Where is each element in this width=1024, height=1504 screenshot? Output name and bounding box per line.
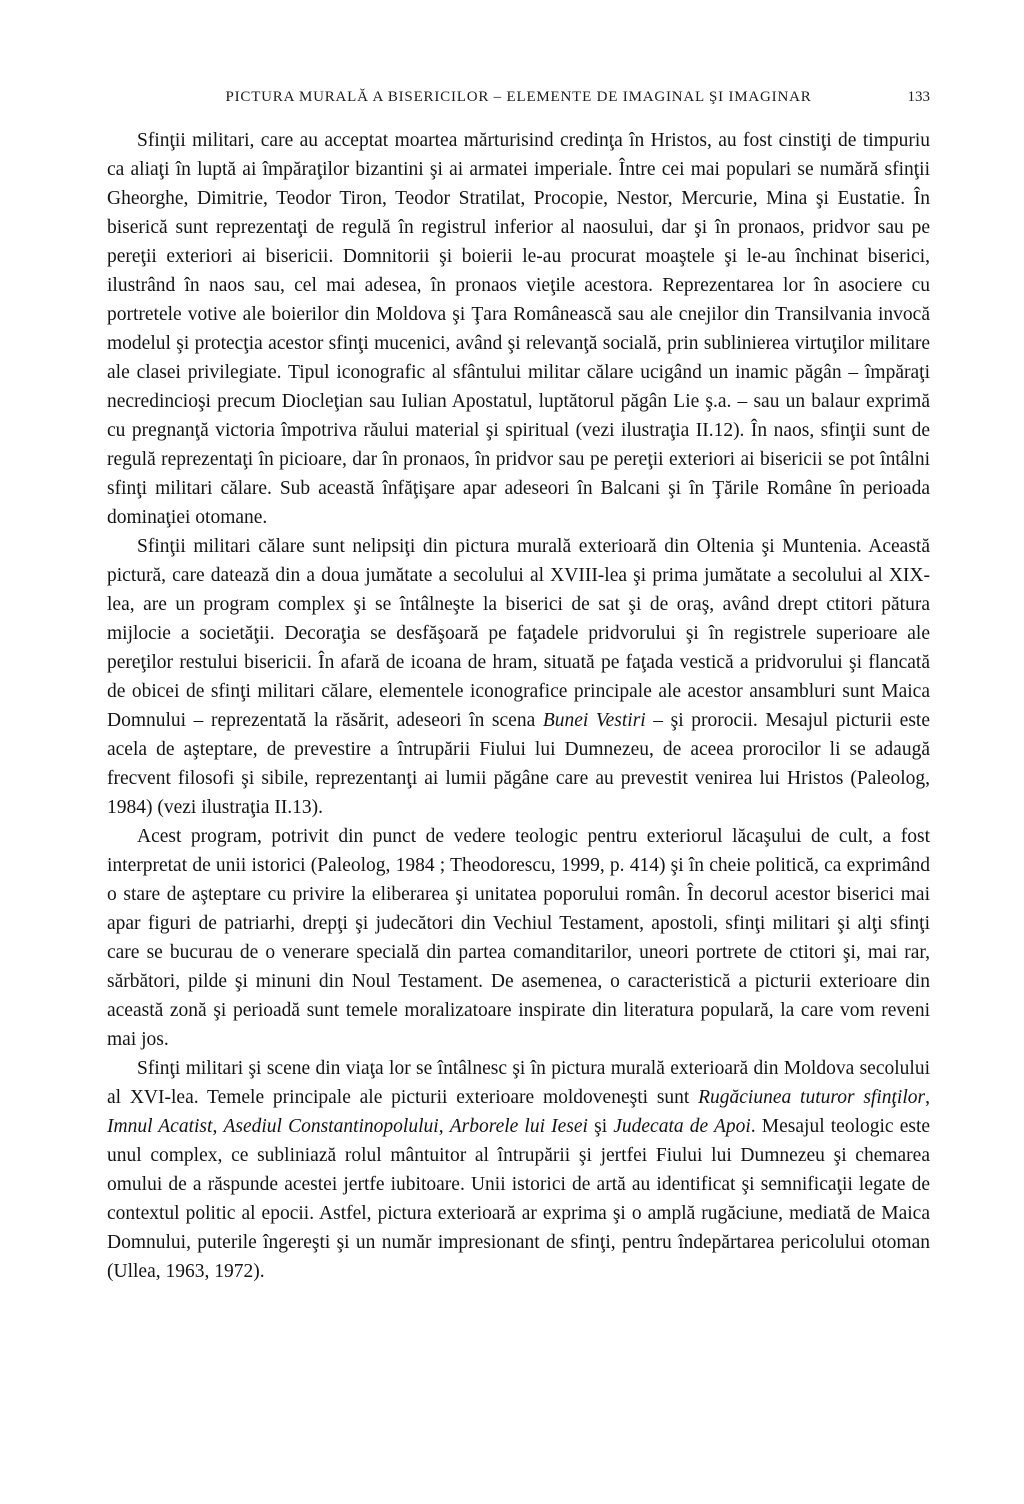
- paragraph-1: [107, 126, 930, 532]
- page-header: [107, 89, 930, 111]
- scene-title-bunei-vestiri: Bunei Vestiri: [542, 710, 646, 731]
- paragraph-4-sep-4: şi: [587, 1116, 614, 1137]
- paragraph-4-text-a: Sfinţi militari şi scene din viaţa lor se întâlnesc şi în pictura murală exterioară din Moldova secolului al XVI-lea. Temele principale ale picturii exterioare moldoveneşti sunt: [107, 1058, 930, 1108]
- paragraph-4-sep-1: ,: [925, 1087, 930, 1108]
- page-number: 133: [907, 89, 930, 105]
- theme-title-arborele: Arborele lui Iesei: [449, 1116, 588, 1137]
- theme-title-judecata: Judecata de Apoi: [613, 1116, 751, 1137]
- theme-title-imnul-acatist: Imnul Acatist: [107, 1116, 213, 1137]
- paragraph-2-text-b: – şi prorocii. Mesajul picturii este acela de aşteptare, de prevestire a întrupării Fiului lui Dumnezeu, de aceea prorocilor li se adaugă frecvent filosofi şi sibile, reprezentanţi ai lumii păgâne care au prevestit venirea lui Hristos (Paleolog, 1984) (vezi ilustraţia II.13).: [107, 710, 930, 818]
- paragraph-2: [107, 532, 930, 822]
- theme-title-asediul: Asediul Constantinopolului: [223, 1116, 439, 1137]
- paragraph-4-sep-2: ,: [212, 1116, 224, 1137]
- paragraph-4-text-b: . Mesajul teologic este unul complex, ce subliniază rolul mântuitor al întrupării şi jertfei Fiului lui Dumnezeu şi chemarea omului de a răspunde acestei jertfe iubitoare. Unii istorici de artă au identificat şi semnificaţii legate de contextul politic al epocii. Astfel, pictura exterioară ar exprima şi o amplă rugăciune, mediată de Maica Domnului, puterile îngereşti şi un număr impresionant de sfinţi, pentru îndepărtarea pericolului otoman (Ullea, 1963, 1972).: [107, 1116, 931, 1282]
- paragraph-2-text-a: Sfinţii militari călare sunt nelipsiţi din pictura murală exterioară din Oltenia şi Muntenia. Această pictură, care datează din a doua jumătate a secolului al XVIII-lea şi prima jumătate a secolului al XIX-lea, are un program complex şi se întâlneşte la biserici de sat şi de oraş, având drept ctitori pătura mijlocie a societăţii. Decoraţia se desfăşoară pe faţadele pridvorului şi în registrele superioare ale pereţilor restului bisericii. În afară de icoana de hram, situată pe faţada vestică a pridvorului şi flancată de obicei de sfinţi militari călare, elementele iconografice principale ale acestor ansambluri sunt Maica Domnului – reprezentată la răsărit, adeseori în scena: [107, 536, 930, 731]
- paragraph-3: [107, 822, 930, 1054]
- theme-title-rugaciunea: Rugăciunea tuturor sfinţilor: [698, 1087, 926, 1108]
- paragraph-4: [107, 1054, 930, 1286]
- paragraph-1-text: Sfinţii militari, care au acceptat moartea mărturisind credinţa în Hristos, au fost cinstiţi de timpuriu ca aliaţi în luptă ai împăraţilor bizantini şi ai armatei imperiale. Între cei mai populari se numără sfinţii Gheorghe, Dimitrie, Teodor Tiron, Teodor Stratilat, Procopie, Nestor, Mercurie, Mina şi Eustatie. În biserică sunt reprezentaţi de regulă în registrul inferior al naosului, dar şi în pronaos, pridvor sau pe pereţii exteriori ai bisericii. Domnitorii şi boierii le-au procurat moaştele şi le-au închinat biserici, ilustrând în naos sau, cel mai adesea, în pronaos vieţile acestora. Reprezentarea lor în asociere cu portretele votive ale boierilor din Moldova şi Ţara Românească sau ale cnejilor din Transilvania invocă modelul şi protecţia acestor sfinţi mucenici, având şi relevanţă socială, prin sublinierea virtuţilor militare ale clasei privilegiate. Tipul iconografic al sfântului militar călare ucigând un inamic păgân – împăraţi necredincioşi precum Diocleţian sau Iulian Apostatul, luptătorul păgân Lie ş.a. – sau un balaur exprimă cu pregnanţă victoria împotriva răului material şi spiritual (vezi ilustraţia II.12). În naos, sfinţii sunt de regulă reprezentaţi în picioare, dar în pronaos, în pridvor sau pe pereţii exteriori ai bisericii se pot întâlni sfinţi militari călare. Sub această înfăţişare apar adeseori în Balcani şi în Ţările Române în perioada dominaţiei otomane.: [107, 130, 930, 528]
- paragraph-3-text: Acest program, potrivit din punct de vedere teologic pentru exteriorul lăcaşului de cult, a fost interpretat de unii istorici (Paleolog, 1984 ; Theodorescu, 1999, p. 414) şi în cheie politică, ca exprimând o stare de aşteptare cu privire la eliberarea şi unitatea poporului român. În decorul acestor biserici mai apar figuri de patriarhi, drepţi şi judecători din Vechiul Testament, apostoli, sfinţi militari şi alţi sfinţi care se bucurau de o venerare specială din partea comanditarilor, uneori portrete de ctitori şi, mai rar, sărbători, pilde şi minuni din Noul Testament. De asemenea, o caracteristică a picturii exterioare din această zonă şi perioadă sunt temele moralizatoare inspirate din literatura populară, la care vom reveni mai jos.: [107, 826, 930, 1050]
- body-text: [107, 126, 930, 1286]
- running-title: PICTURA MURALĂ A BISERICILOR – ELEMENTE DE IMAGINAL ŞI IMAGINAR: [225, 89, 812, 105]
- paragraph-4-sep-3: ,: [438, 1116, 450, 1137]
